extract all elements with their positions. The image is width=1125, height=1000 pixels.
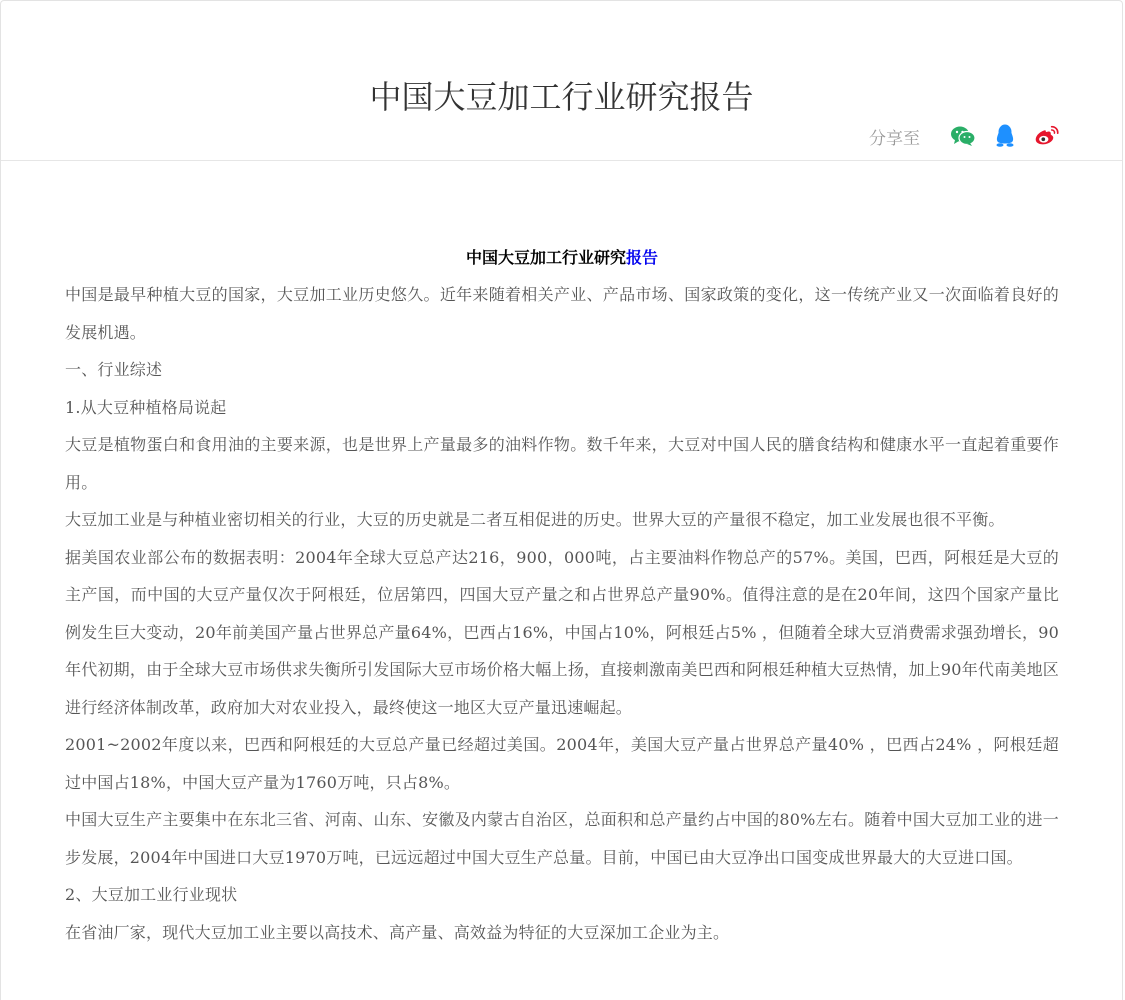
section-heading: 一、行业综述 — [65, 360, 163, 379]
article-heading-text: 中国大豆加工行业研究 — [465, 248, 626, 267]
share-bar — [869, 121, 1060, 151]
paragraph: 中国是最早种植大豆的国家，大豆加工业历史悠久。近年来随着相关产业、产品市场、国家政策的变化，这一传统产业又一次面临着良好的发展机遇。 — [65, 285, 1059, 342]
article-header — [1, 1, 1122, 161]
paragraph: 据美国农业部公布的数据表明：2004年全球大豆总产达216，900，000吨，占主要油料作物总产的57%。美国，巴西，阿根廷是大豆的主产国，而中国的大豆产量仅次于阿根廷，位居第四，四国大豆产量之和占世界总产量90%。值得注意的是在20年间，这四个国家产量比例发生巨大变动，20年前美国产量占世界总产量64%，巴西占16%，中国占10%，阿根廷占5% ，但随着全球大豆消费需求强劲增长，90年代初期，由于全球大豆市场供求失衡所引发国际大豆市场价格大幅上扬，直接刺激南美巴西和阿根廷种植大豆热情，加上90年代南美地区进行经济体制改革，政府加大对农业投入，最终使这一地区大豆产量迅速崛起。 — [65, 547, 1059, 717]
section-heading: 2、大豆加工业行业现状 — [65, 885, 238, 904]
wechat-icon[interactable] — [950, 123, 976, 149]
page-title: 中国大豆加工行业研究报告 — [369, 78, 754, 117]
report-link[interactable]: 报告 — [626, 248, 659, 267]
article-heading — [65, 246, 1059, 270]
subsection-heading: 1.从大豆种植格局说起 — [65, 397, 227, 417]
article-body — [1, 246, 1122, 951]
paragraph: 在省油厂家，现代大豆加工业主要以高技术、高产量、高效益为特征的大豆深加工企业为主。 — [65, 922, 730, 942]
paragraph: 中国大豆生产主要集中在东北三省、河南、山东、安徽及内蒙古自治区，总面积和总产量约占中国的80%左右。随着中国大豆加工业的进一步发展，2004年中国进口大豆1970万吨，已远远超过中国大豆生产总量。目前，中国已由大豆净出口国变成世界最大的大豆进口国。 — [65, 810, 1059, 867]
weibo-icon[interactable] — [1034, 123, 1060, 149]
paragraph: 大豆加工业是与种植业密切相关的行业，大豆的历史就是二者互相促进的历史。世界大豆的产量很不稳定，加工业发展也很不平衡。 — [65, 510, 1005, 529]
paragraph: 大豆是植物蛋白和食用油的主要来源，也是世界上产量最多的油料作物。数千年来，大豆对中国人民的膳食结构和健康水平一直起着重要作用。 — [65, 435, 1059, 492]
qq-icon[interactable] — [992, 123, 1018, 149]
share-label: 分享至 — [869, 128, 920, 149]
paragraph: 2001~2002年度以来，巴西和阿根廷的大豆总产量已经超过美国。2004年，美国大豆产量占世界总产量40% ，巴西占24% ，阿根廷超过中国占18%，中国大豆产量为1760万吨，只占8%。 — [65, 735, 1059, 792]
